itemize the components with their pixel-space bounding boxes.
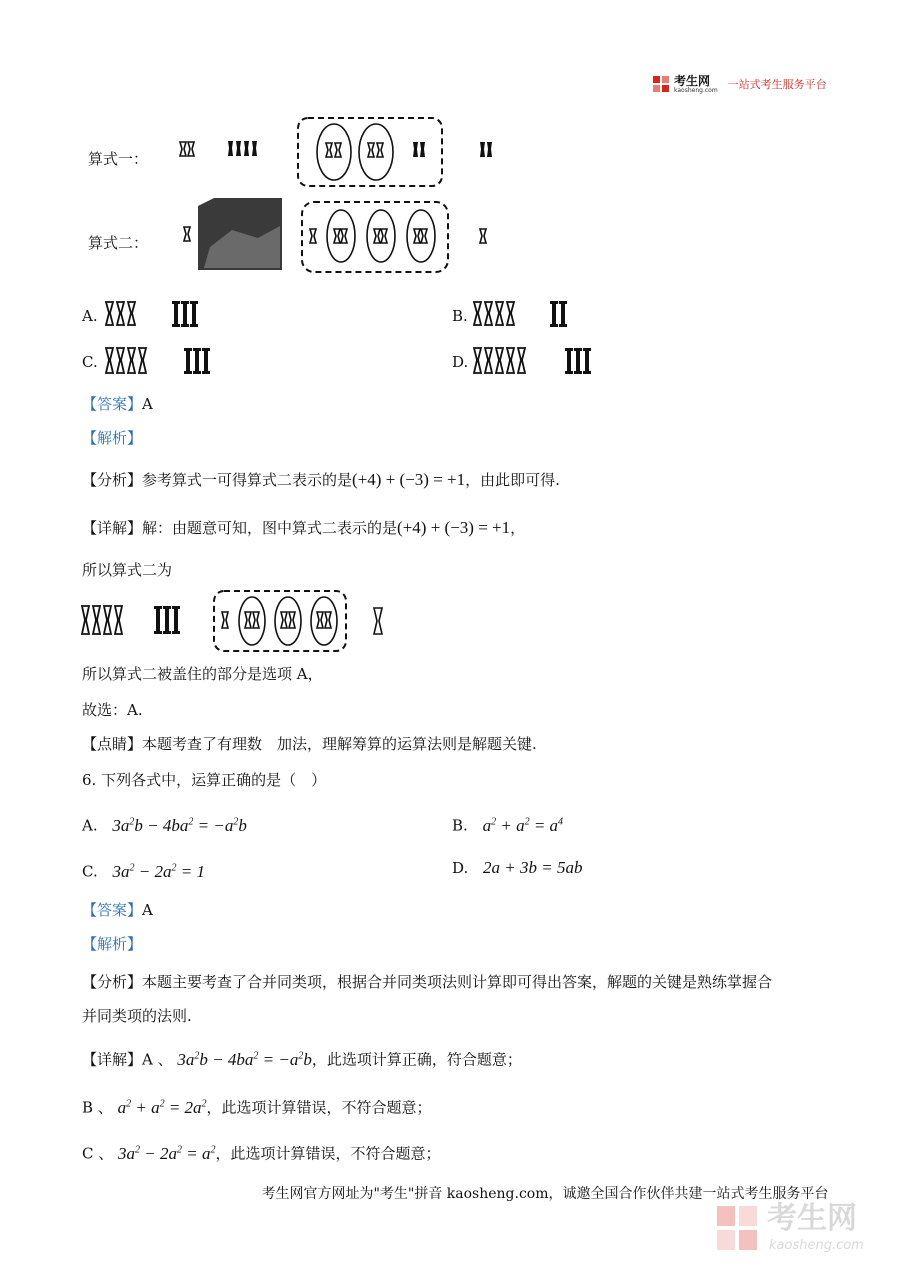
q6-xj-a-prefix: A 、 xyxy=(142,1050,173,1069)
q6-answer-value: A xyxy=(142,901,153,919)
q6-xj-b-prefix: B 、 xyxy=(82,1098,113,1117)
q5-fenxi xyxy=(82,470,560,490)
rod-numeral-figure xyxy=(170,112,500,282)
q5-option-d-rods xyxy=(472,346,602,376)
q5-line-so: 所以算式二为 xyxy=(82,561,173,579)
formula1-rods-1 xyxy=(180,142,194,156)
q5-option-d xyxy=(452,352,468,372)
q5-dianjing xyxy=(82,734,537,754)
brand-slogan: 一站式考生服务平台 xyxy=(727,78,827,91)
q5-option-b-label: B. xyxy=(452,307,468,325)
q5-analysis-tag: 【解析】 xyxy=(82,429,143,447)
q6-option-c xyxy=(82,858,205,882)
q6-xj-b-suffix: ，此选项计算错误，不符合题意； xyxy=(206,1098,432,1117)
q6-xj-b-formula: $a^2 + a^2 = 2a^2$ xyxy=(117,1097,207,1117)
q5-dianjing-tag: 【点睛】 xyxy=(82,735,143,753)
q6-answer xyxy=(82,900,153,920)
q6-fenxi-tag: 【分析】 xyxy=(82,973,143,991)
q6-option-d xyxy=(452,858,583,878)
q6-option-b xyxy=(452,812,563,836)
q5-line-choose: 故选：A. xyxy=(82,701,143,719)
header-logo xyxy=(652,73,827,95)
watermark-logo-icon xyxy=(715,1204,759,1252)
q6-fenxi-text-1: 本题主要考查了合并同类项，根据合并同类项法则计算即可得出答案，解题的关键是熟练掌握合 xyxy=(142,973,773,991)
q6-xiangjie-c xyxy=(82,1140,441,1164)
q6-option-c-formula: $3a^2 - 2a^2 = 1$ xyxy=(112,861,205,881)
q5-option-a xyxy=(82,306,98,326)
q6-option-b-formula: $a^2 + a^2 = a^4$ xyxy=(482,815,564,835)
formula2-label: 算式二： xyxy=(88,234,149,252)
q6-xj-c-formula: $3a^2 - 2a^2 = a^2$ xyxy=(118,1143,216,1163)
q5-xiangjie-tag: 【详解】 xyxy=(82,519,143,537)
q5-option-b-rods xyxy=(472,300,582,328)
formula1-circle-1 xyxy=(317,124,351,180)
q6-option-a xyxy=(82,812,247,836)
q6-option-b-label: B. xyxy=(452,816,468,835)
q6-option-c-label: C. xyxy=(82,862,98,881)
watermark xyxy=(715,1198,885,1260)
q6-option-d-label: D. xyxy=(452,859,469,877)
q6-xj-c-suffix: ，此选项计算错误，不符合题意； xyxy=(215,1144,441,1163)
logo-text-block xyxy=(674,75,718,94)
q6-xj-c-prefix: C 、 xyxy=(82,1144,114,1163)
q6-question: 6. 下列各式中，运算正确的是（ ） xyxy=(82,771,327,789)
q5-fenxi-text-2: ，由此即可得. xyxy=(465,471,560,489)
q5-xiangjie-text-1: 解：由题意可知，图中算式二表示的是 xyxy=(142,519,398,537)
q5-answer-value: A xyxy=(142,395,153,413)
q5-answer-tag: 【答案】 xyxy=(82,395,143,413)
q5-fenxi-math: (+4) + (−3) = +1 xyxy=(352,470,466,489)
q5-option-b xyxy=(452,306,468,326)
q5-line-covered: 所以算式二被盖住的部分是选项 A， xyxy=(82,665,323,683)
watermark-brand: 考生网 xyxy=(767,1201,857,1236)
q6-option-d-formula: 2a + 3b = 5ab xyxy=(483,858,583,877)
q6-xj-a-formula: $3a^2b - 4ba^2 = -a^2b$ xyxy=(177,1049,312,1069)
q5-option-a-label: A. xyxy=(82,307,98,325)
formula1-rods-2 xyxy=(228,141,257,156)
q5-option-d-label: D. xyxy=(452,353,469,371)
formula1-label: 算式一： xyxy=(88,150,149,168)
q6-fenxi-cont: 并同类项的法则. xyxy=(82,1007,192,1025)
q6-xiangjie-b xyxy=(82,1094,432,1118)
q5-fenxi-text-1: 参考算式一可得算式二表示的是 xyxy=(142,471,353,489)
q5-answer xyxy=(82,394,153,414)
q5-xiangjie xyxy=(82,518,525,538)
q5-xiangjie-text-2: ， xyxy=(510,519,526,537)
formula1-rods-result xyxy=(480,142,492,157)
watermark-url: kaosheng.com xyxy=(769,1238,864,1253)
q6-xiangjie-a xyxy=(82,1046,522,1070)
q6-analysis-tag: 【解析】 xyxy=(82,935,143,953)
q5-option-c xyxy=(82,352,98,372)
q5-dianjing-text: 本题考查了有理数 加法，理解筹算的运算法则是解题关键. xyxy=(142,735,537,753)
formula1-circle-2 xyxy=(359,124,393,180)
q6-answer-tag: 【答案】 xyxy=(82,901,143,919)
q6-option-a-formula: $3a^2b - 4ba^2 = -a^2b$ xyxy=(112,815,247,835)
footer-text: 考生网官方网址为"考生"拼音 kaosheng.com，诚邀全国合作伙伴共建一站式考生服务平台 xyxy=(261,1186,829,1202)
q6-xiangjie-tag: 【详解】 xyxy=(82,1050,143,1069)
formula2-rod-1 xyxy=(184,227,190,241)
q5-fenxi-tag: 【分析】 xyxy=(82,471,143,489)
q6-xj-a-suffix: ，此选项计算正确，符合题意； xyxy=(311,1050,522,1069)
brand-url: kaosheng.com xyxy=(674,86,718,94)
q5-option-c-rods xyxy=(104,346,224,376)
q5-xiangjie-math: (+4) + (−3) = +1 xyxy=(397,518,511,537)
q5-solution-rods xyxy=(80,588,400,654)
q5-option-a-rods xyxy=(104,300,214,328)
q6-option-a-label: A. xyxy=(82,816,98,835)
brand-name: 考生网 xyxy=(674,73,711,88)
kaosheng-logo-icon xyxy=(652,75,670,93)
q5-option-c-label: C. xyxy=(82,353,98,371)
q6-fenxi xyxy=(82,972,772,992)
